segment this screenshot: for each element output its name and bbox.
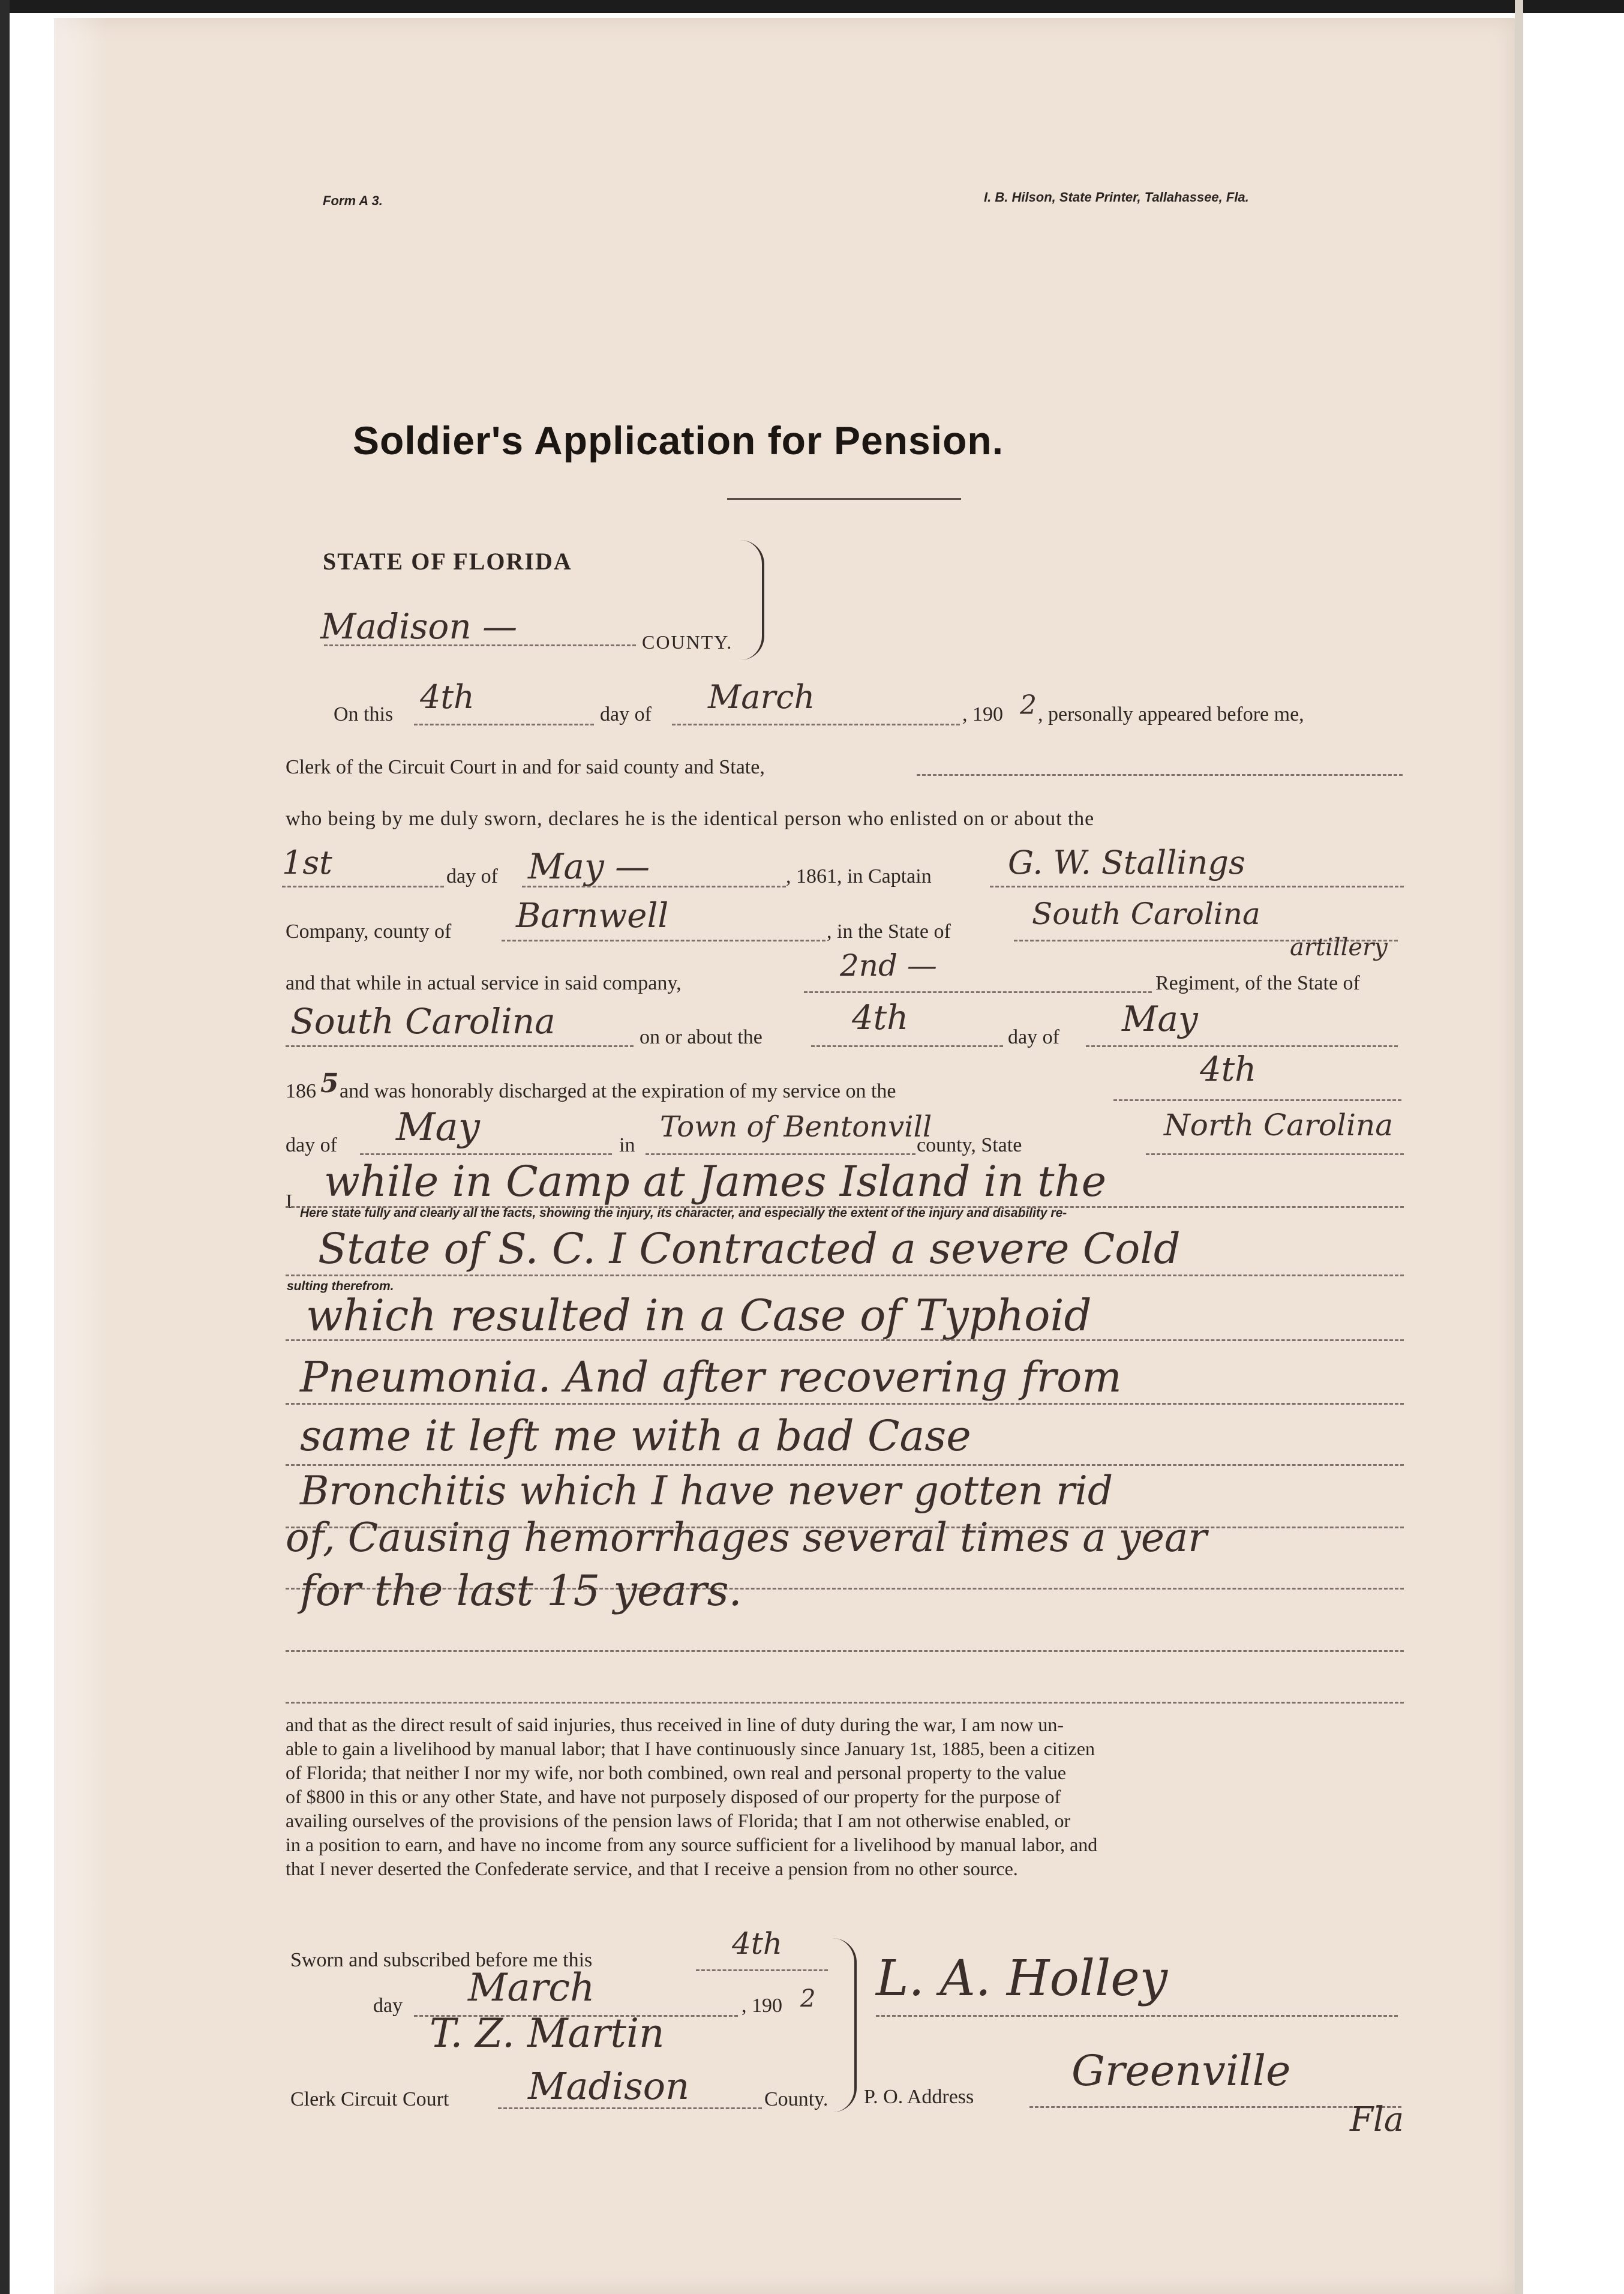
caption-brace [738, 540, 764, 660]
discharge-day: 4th [1200, 1050, 1257, 1089]
county-name: Madison — [320, 606, 518, 647]
statement-instruction-2: sulting therefrom. [287, 1279, 394, 1293]
statement-rule-2 [286, 1275, 1404, 1276]
enlistment-intro: who being by me duly sworn, declares he is the identical person who enlisted on or about the [286, 808, 1095, 830]
po-address-value: Greenville [1071, 2046, 1291, 2095]
printer-credit: I. B. Hilson, State Printer, Tallahassee, Fla. [984, 190, 1249, 205]
po-address-label: P. O. Address [864, 2086, 974, 2108]
on-about-label: on or about the [640, 1026, 763, 1048]
regiment-line [804, 991, 1152, 993]
declaration-line: able to gain a livelihood by manual labor; that I have continuously since January 1st, 1885, been a citizen [286, 1738, 1095, 1759]
sworn-day: 4th [732, 1926, 783, 1961]
statement-prefix: I [286, 1191, 293, 1213]
applicant-signature: L. A. Holley [876, 1950, 1168, 2007]
regiment-state: South Carolina [290, 1001, 556, 1042]
page-title: Soldier's Application for Pension. [353, 418, 1004, 463]
appearance-month-line [672, 724, 960, 725]
injury-month: May [1122, 998, 1198, 1039]
enlist-day: 1st [282, 844, 332, 881]
clerk-line-text: Clerk of the Circuit Court in and for said county and State, [286, 756, 765, 778]
enlist-year: , 1861, in Captain [786, 865, 932, 887]
county-label: COUNTY. [642, 631, 733, 653]
statement-line-4: Pneumonia. And after recovering from [300, 1353, 1122, 1402]
discharge-state-line [1146, 1153, 1404, 1155]
po-address-line [1029, 2106, 1401, 2108]
statement-line-8: for the last 15 years. [300, 1566, 742, 1615]
enlist-county-line [502, 940, 825, 941]
appearance-year-digit: 2 [1020, 690, 1037, 721]
statement-rule-8 [286, 1650, 1404, 1652]
state-caption: STATE OF FLORIDA [323, 548, 572, 575]
declaration-line: that I never deserted the Confederate service, and that I receive a pension from no other source. [286, 1858, 1018, 1879]
captain-line [990, 886, 1404, 887]
statement-rule-9 [286, 1702, 1404, 1704]
form-id: Form A 3. [323, 193, 383, 208]
clerk-signature: T. Z. Martin [430, 2010, 665, 2056]
day-of-label: day of [600, 703, 652, 725]
jurat-brace [833, 1938, 857, 2112]
jurat-year-label: , 190 [742, 1995, 782, 2017]
injury-day-of: day of [1008, 1026, 1059, 1048]
statement-line-2: State of S. C. I Contracted a severe Cold [318, 1224, 1181, 1273]
sworn-day-line [696, 1969, 828, 1971]
title-rule [727, 498, 961, 500]
company-label: Company, county of [286, 920, 452, 943]
regiment-state-line [286, 1045, 634, 1047]
in-label: in [619, 1134, 635, 1156]
statement-line-7: of, Causing hemorrhages several times a year [286, 1515, 1207, 1561]
scan-left-border [0, 0, 10, 2294]
clerk-county-line [498, 2107, 762, 2109]
discharge-text: and was honorably discharged at the expiration of my service on the [340, 1080, 896, 1102]
statement-instruction-1: Here state fully and clearly all the facts, showing the injury, its character, and especially the extent of the injury and disability re- [300, 1206, 1067, 1220]
enlist-county: Barnwell [516, 896, 669, 935]
regiment-number: 2nd — [840, 948, 937, 983]
enlist-day-of: day of [446, 865, 498, 887]
appearance-year-prefix: , 190 [962, 703, 1003, 725]
statement-rule-3 [286, 1339, 1404, 1341]
injury-month-line [1086, 1045, 1398, 1047]
discharge-year-prefix: 186 [286, 1080, 316, 1102]
document-page [54, 18, 1515, 2294]
statement-rule-5 [286, 1464, 1404, 1466]
declaration-line: in a position to earn, and have no income from any source sufficient for a livelihood by manual labor, and [286, 1834, 1098, 1855]
injury-day: 4th [852, 998, 909, 1037]
page-right-edge [1515, 0, 1523, 2294]
clerk-line-fill [917, 774, 1403, 776]
appearance-tail: , personally appeared before me, [1038, 703, 1304, 725]
enlist-month-line [522, 886, 786, 887]
discharge-month: May [396, 1105, 480, 1150]
regiment-label: Regiment, of the State of [1155, 972, 1360, 994]
statement-rule-1 [286, 1206, 1404, 1208]
captain-name: G. W. Stallings [1008, 844, 1245, 881]
declaration-line: of Florida; that neither I nor my wife, nor both combined, own real and personal property to the value [286, 1762, 1066, 1783]
po-address-state: Fla [1350, 2100, 1404, 2139]
discharge-year-digit: 5 [320, 1068, 339, 1099]
statement-line-6: Bronchitis which I have never gotten rid [300, 1468, 1113, 1514]
discharge-place-line [646, 1153, 915, 1155]
page-edge-shade [54, 18, 108, 2294]
jurat-county-label: County. [764, 2088, 828, 2110]
clerk-court-label: Clerk Circuit Court [290, 2088, 449, 2110]
appearance-day: 4th [420, 678, 475, 716]
county-state-label: county, State [917, 1134, 1022, 1156]
county-line [324, 644, 636, 646]
discharge-month-line [360, 1153, 612, 1155]
enlist-month: May — [528, 846, 650, 887]
discharge-day-line [1113, 1099, 1401, 1101]
applicant-signature-line [876, 2015, 1398, 2017]
declaration-paragraph [286, 1713, 1097, 1881]
sworn-label: Sworn and subscribed before me this [290, 1949, 593, 1971]
discharge-day-of: day of [286, 1134, 337, 1156]
statement-line-3: which resulted in a Case of Typhoid [306, 1290, 1092, 1341]
sworn-month: March [468, 1966, 595, 2010]
scan-top-border [0, 0, 1624, 13]
discharge-place: Town of Bentonvill [660, 1110, 932, 1144]
enlist-day-line [282, 886, 444, 887]
declaration-line: of $800 in this or any other State, and have not purposely disposed of our property for the purpose of [286, 1786, 1061, 1807]
jurat-year-digit: 2 [800, 1985, 816, 2013]
state-of-label: , in the State of [827, 920, 951, 943]
statement-rule-4 [286, 1403, 1404, 1405]
injury-day-line [811, 1045, 1003, 1047]
declaration-line: availing ourselves of the provisions of the pension laws of Florida; that I am not otherwise enabled, or [286, 1810, 1071, 1831]
clerk-county: Madison [528, 2064, 690, 2108]
service-label: and that while in actual service in said company, [286, 972, 682, 994]
jurat-day-label: day [373, 1995, 403, 2017]
appearance-month: March [708, 678, 815, 716]
on-this-label: On this [334, 703, 394, 725]
statement-line-1: while in Camp at James Island in the [324, 1157, 1106, 1206]
statement-line-5: same it left me with a bad Case [300, 1411, 971, 1461]
appearance-day-line [414, 724, 594, 725]
enlist-state: South Carolina [1032, 896, 1260, 931]
branch-note: artillery [1290, 934, 1388, 961]
declaration-line: and that as the direct result of said injuries, thus received in line of duty during the war, I am now un- [286, 1714, 1064, 1735]
discharge-state: North Carolina [1164, 1108, 1394, 1142]
